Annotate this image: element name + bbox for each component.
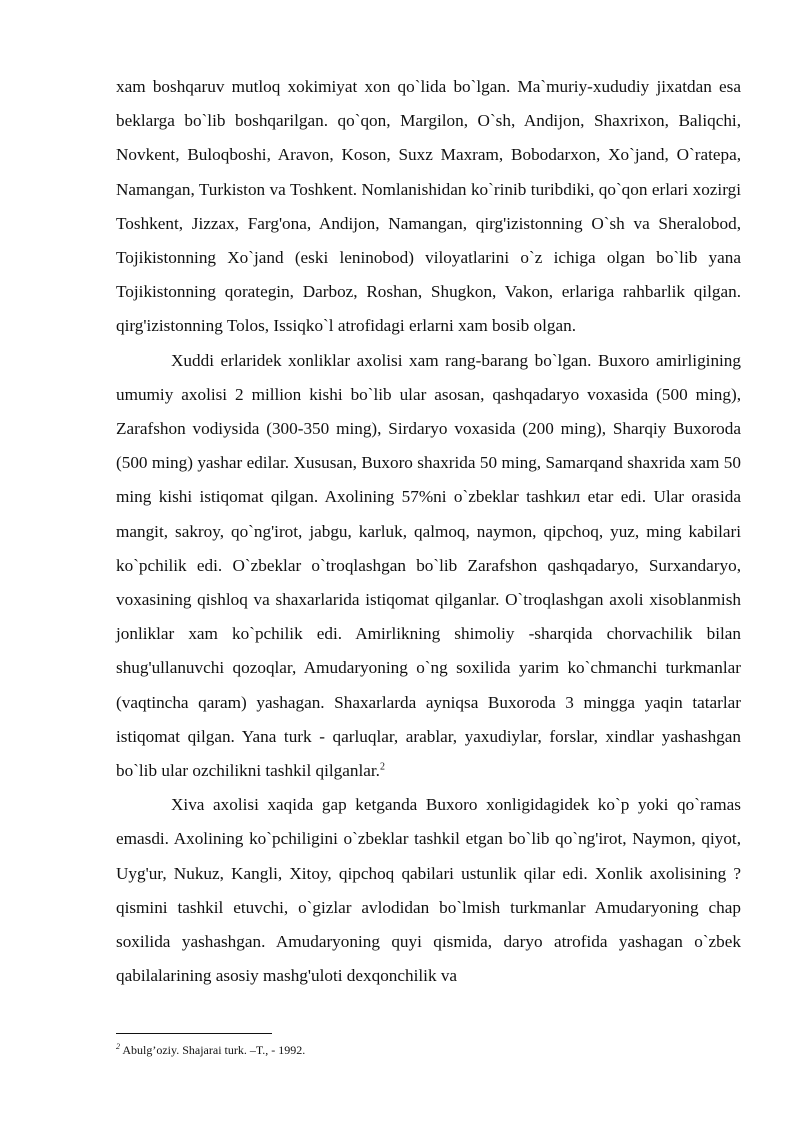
paragraph-1 xyxy=(116,70,741,344)
footnote-reference[interactable]: 2 xyxy=(379,761,385,773)
paragraph-1-text: xam boshqaruv mutloq xokimiyat xon qo`lida bo`lgan. Ma`muriy-xududiy jixatdan esa beklarga bo`lib boshqarilgan. qo`qon, Margilon, O`sh, Andijon, Shaxrixon, Baliqchi, Novkent, Buloqboshi, Aravon, Koson, Suxz Maxram, Bobodarxon, Xo`jand, O`ratepa, Namangan, Turkiston va Toshkent. Nomlanishidan ko`rinib turibdiki, qo`qon erlari xozirgi Toshkent, Jizzax, Farg'ona, Andijon, Namangan, qirg'izistonning O`sh va Sheralobod, Tojikistonning Xo`jand (eski leninobod) viloyatlarini o`z ichiga olgan bo`lib yana Tojikistonning qorategin, Darboz, Roshan, Shugkon, Vakon, erlariga rahbarlik qilgan. qirg'izistonning Tolos, Issiqko`l atrofidagi erlarni xam bosib olgan. xyxy=(116,77,741,336)
paragraph-2-text: Xuddi erlaridek xonliklar axolisi xam rang-barang bo`lgan. Buxoro amirligining umumiy axolisi 2 million kishi bo`lib ular asosan, qashqadaryo voxasida (500 ming), Zarafshon vodiysida (300-350 ming), Sirdaryo voxasida (200 ming), Sharqiy Buxoroda (500 ming) yashar edilar. Xususan, Buxoro shaxrida 50 ming, Samarqand shaxrida xam 50 ming kishi istiqomat qilgan. Axolining 57%ni o`zbeklar tashkил etar edi. Ular orasida mangit, sakroy, qo`ng'irot, jabgu, karluk, qalmoq, naymon, qipchoq, yuz, ming kabilari ko`pchilik edi. O`zbeklar o`troqlashgan bo`lib Zarafshon qashqadaryo, Surxandaryo, voxasining qishloq va shaxarlarida istiqomat qilganlar. O`troqlashgan axoli xisoblanmish jonliklar xam ko`pchilik edi. Amirlikning shimoliy -sharqida chorvachilik bilan shug'ullanuvchi qozoqlar, Amudaryoning o`ng soxilida yarim ko`chmanchi turkmanlar (vaqtincha qaram) yashagan. Shaxarlarda ayniqsa Buxoroda 3 mingga yaqin tatarlar istiqomat qilgan. Yana turk - qarluqlar, arablar, yaxudiylar, forslar, xindlar yashashgan bo`lib ular ozchilikni tashkil qilganlar. xyxy=(116,350,741,781)
paragraph-3-text: Xiva axolisi xaqida gap ketganda Buxoro xonligidagidek ko`p yoki qo`ramas emasdi. Axolining ko`pchiligini o`zbeklar tashkil etgan bo`lib qo`ng'irot, Naymon, qiyot, Uyg'ur, Nukuz, Kangli, Xitoy, qipchoq qabilari ustunlik qilar edi. Xonlik axolisining ? qismini tashkil etuvchi, o`gizlar avlodidan bo`lmish turkmanlar Amudaryoning chap soxilida yashashgan. Amudaryoning quyi qismida, daryo atrofida yashagan o`zbek qabilalarining asosiy mashg'uloti dexqonchilik va xyxy=(116,795,741,986)
body-text xyxy=(116,70,741,993)
footnote-marker: 2 xyxy=(116,1042,120,1051)
paragraph-2 xyxy=(116,344,741,789)
footnote-text: Abulg’oziy. Shajarai turk. –T., - 1992. xyxy=(120,1043,306,1057)
footnote xyxy=(116,1042,741,1058)
paragraph-3 xyxy=(116,788,741,993)
footnote-separator xyxy=(116,1033,272,1034)
